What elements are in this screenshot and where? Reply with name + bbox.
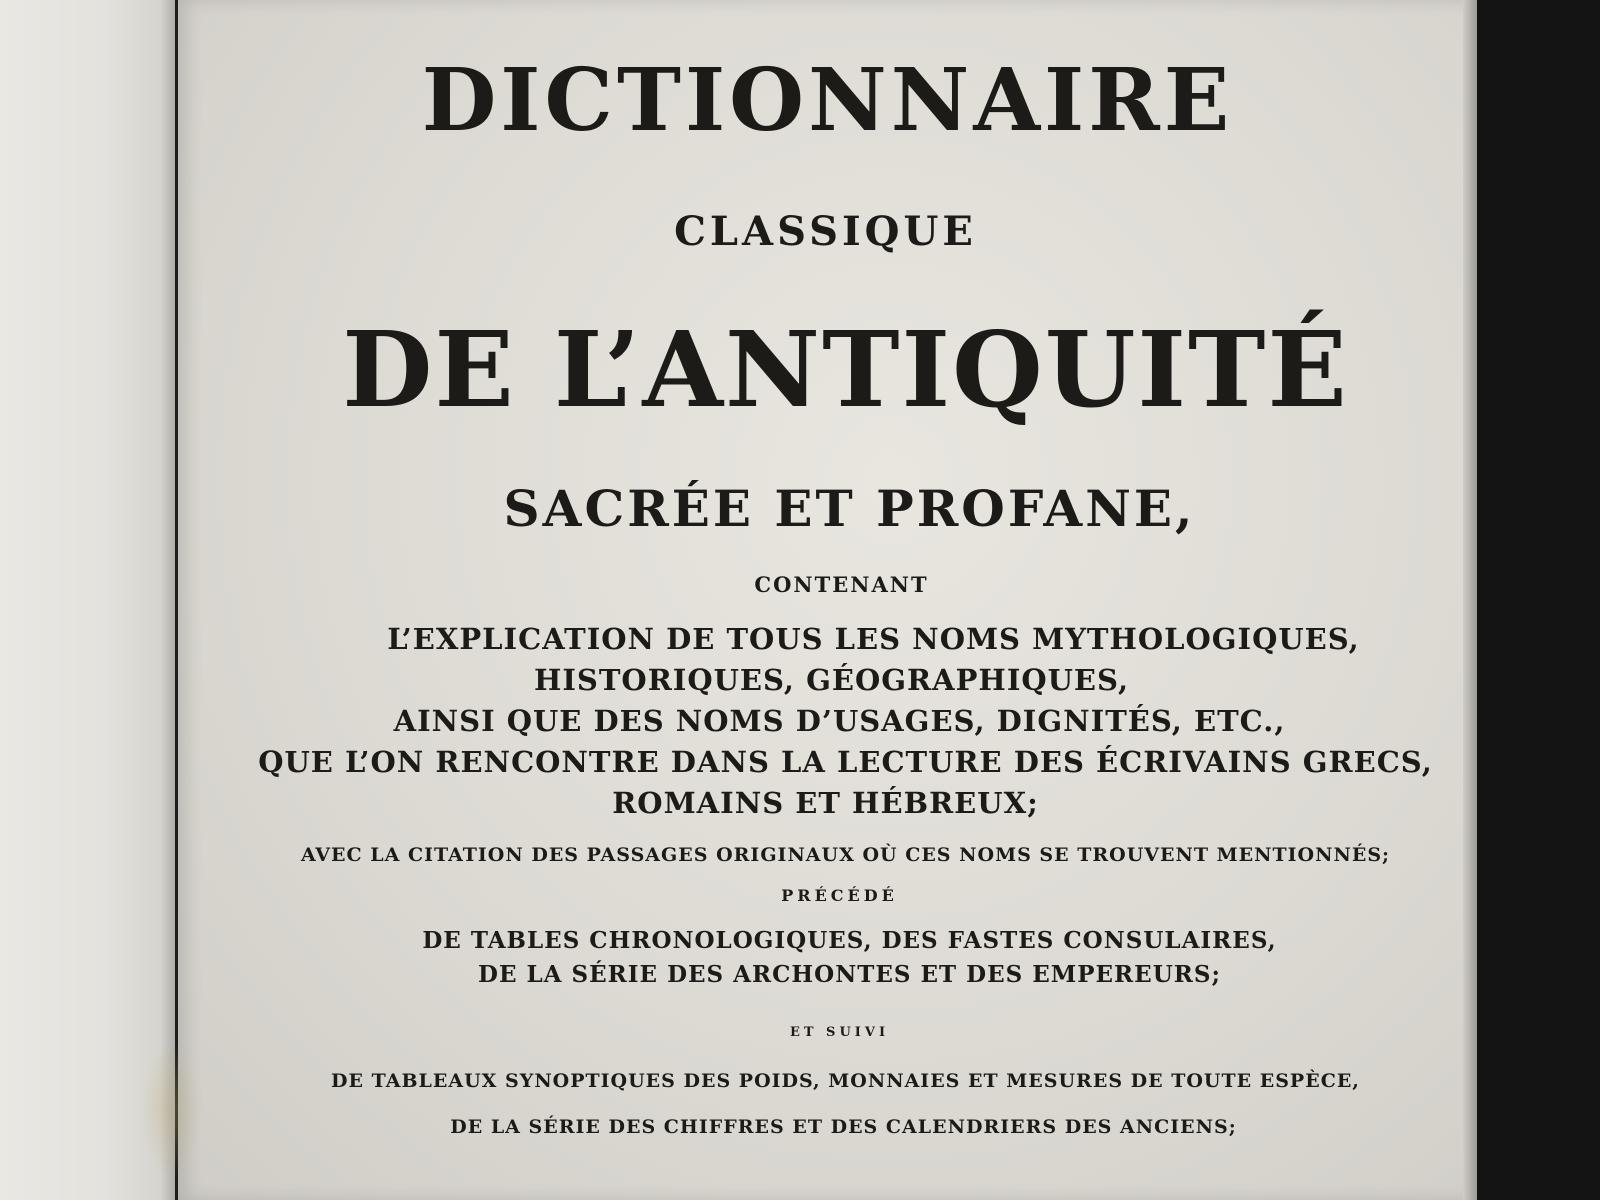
citation-line: AVEC LA CITATION DES PASSAGES ORIGINAUX OÙ CES NOMS SE TROUVENT MENTIONNÉS; xyxy=(300,844,1391,866)
subtitle-sacree: SACRÉE ET PROFANE, xyxy=(503,479,1196,538)
contenant-label: CONTENANT xyxy=(754,572,929,597)
left-page xyxy=(0,0,175,1200)
subtitle-antiquite: DE L’ANTIQUITÉ xyxy=(342,308,1349,431)
paper-stain xyxy=(140,1040,200,1180)
tables-line-1: DE TABLES CHRONOLOGIQUES, DES FASTES CONSULAIRES, xyxy=(422,927,1277,954)
suivi-label: ET SUIVI xyxy=(789,1025,890,1040)
description-line-4: QUE L’ON RENCONTRE DANS LA LECTURE DES ÉCRIVAINS GRECS, xyxy=(258,745,1433,779)
appendix-line-1: DE TABLEAUX SYNOPTIQUES DES POIDS, MONNAIES ET MESURES DE TOUTE ESPÈCE, xyxy=(331,1070,1360,1092)
description-line-1: L’EXPLICATION DE TOUS LES NOMS MYTHOLOGIQUES, xyxy=(387,622,1360,656)
main-title: DICTIONNAIRE xyxy=(421,50,1234,151)
description-line-2: HISTORIQUES, GÉOGRAPHIQUES, xyxy=(533,663,1130,697)
title-page xyxy=(178,0,1473,1200)
description-line-5: ROMAINS ET HÉBREUX; xyxy=(612,786,1039,820)
description-line-3: AINSI QUE DES NOMS D’USAGES, DIGNITÉS, ETC., xyxy=(393,704,1286,738)
precede-label: PRÉCÉDÉ xyxy=(781,886,898,905)
appendix-line-2: DE LA SÉRIE DES CHIFFRES ET DES CALENDRIERS DES ANCIENS; xyxy=(450,1116,1237,1138)
page-edge xyxy=(1463,0,1477,1200)
subtitle-classique: CLASSIQUE xyxy=(674,208,977,255)
tables-line-2: DE LA SÉRIE DES ARCHONTES ET DES EMPEREURS; xyxy=(478,961,1221,988)
